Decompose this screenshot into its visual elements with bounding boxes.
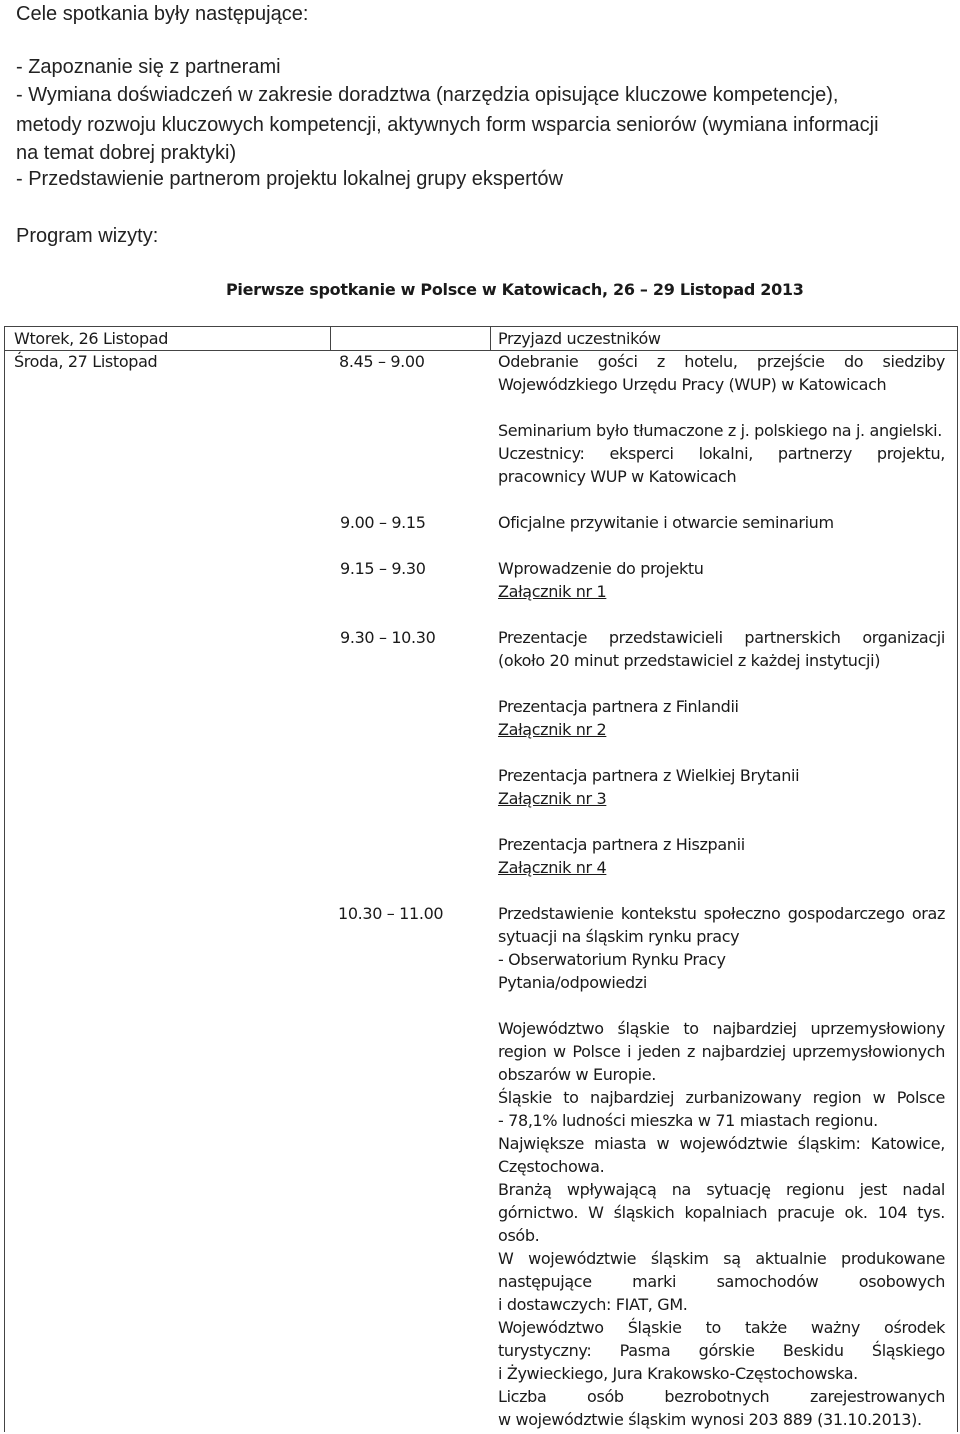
schedule-desc: Prezentacja partnera z Hiszpanii Załącznik nr 4 xyxy=(498,833,945,879)
section-title: Pierwsze spotkanie w Polsce w Katowicach, 26 – 29 Listopad 2013 xyxy=(226,280,804,299)
schedule-desc: Prezentacja partnera z Finlandii Załącznik nr 2 xyxy=(498,695,945,741)
goal-line: - Przedstawienie partnerom projektu lokalnej grupy ekspertów xyxy=(16,168,563,190)
time-slot: 9.15 – 9.30 xyxy=(340,559,426,578)
arrival-desc: Przyjazd uczestników xyxy=(498,329,661,348)
goal-line: metody rozwoju kluczowych kompetencji, aktywnych form wsparcia seniorów (wymiana informacji xyxy=(16,114,879,136)
schedule-desc: Oficjalne przywitanie i otwarcie seminarium xyxy=(498,513,834,532)
goal-line: - Zapoznanie się z partnerami xyxy=(16,56,281,78)
time-slot: 10.30 – 11.00 xyxy=(338,904,444,923)
schedule-note: Seminarium było tłumaczone z j. polskiego na j. angielski. Uczestnicy: eksperci lokalni, partnerzy projektu, pracownicy WUP w Katowicach xyxy=(498,421,945,486)
day-tuesday: Wtorek, 26 Listopad xyxy=(14,329,169,348)
attachment-link[interactable]: Załącznik nr 2 xyxy=(498,720,607,739)
schedule-desc: Prezentacja partnera z Wielkiej Brytanii Załącznik nr 3 xyxy=(498,764,945,810)
column-divider xyxy=(330,326,331,351)
attachment-link[interactable]: Załącznik nr 4 xyxy=(498,858,607,877)
attachment-link[interactable]: Załącznik nr 3 xyxy=(498,789,607,808)
column-divider xyxy=(490,326,491,351)
program-label: Program wizyty: xyxy=(16,225,159,247)
schedule-desc: Odebranie gości z hotelu, przejście do siedziby Wojewódzkiego Urzędu Pracy (WUP) w Katowicach xyxy=(498,352,945,394)
attachment-link[interactable]: Załącznik nr 1 xyxy=(498,582,607,601)
page-heading: Cele spotkania były następujące: xyxy=(16,3,309,25)
goal-line: - Wymiana doświadczeń w zakresie doradztwa (narzędzia opisujące kluczowe kompetencje), xyxy=(16,84,839,106)
time-slot: 9.00 – 9.15 xyxy=(340,513,426,532)
schedule-desc: Wprowadzenie do projektu Załącznik nr 1 xyxy=(498,557,945,603)
schedule-desc: Prezentacje przedstawicieli partnerskich organizacji (około 20 minut przedstawiciel z każdej instytucji) xyxy=(498,628,945,670)
day-wednesday: Środa, 27 Listopad xyxy=(14,352,158,371)
time-slot: 8.45 – 9.00 xyxy=(339,352,425,371)
goal-line: na temat dobrej praktyki) xyxy=(16,142,237,164)
time-slot: 9.30 – 10.30 xyxy=(340,628,436,647)
schedule-desc: Przedstawienie kontekstu społeczno gospodarczego oraz sytuacji na śląskim rynku pracy - Obserwatorium Rynku Pracy Pytania/odpowiedzi xyxy=(498,904,945,992)
region-info: Województwo śląskie to najbardziej uprzemysłowiony region w Polsce i jeden z najbardziej uprzemysłowionych obszarów w Europie. Śląskie to najbardziej zurbanizowany region w Polsce - 78,1% ludności mieszka w 71 miastach regionu. Największe miasta w województwie śląskim: Katowice, Częstochowa. Branżą wpływającą na sytuację regionu jest nadal górnictwo. W śląskich kopalniach pracuje ok. 104 tys. osób. W województwie śląskim są aktualnie produkowane następujące marki samochodów osobowych i dostawczych: FIAT, GM. Województwo Śląskie to także ważny ośrodek turystyczny: Pasma górskie Beskidu Śląskiego i Żywieckiego, Jura Krakowsko-Częstochowska. Liczba osób bezrobotnych zarejestrowanych w województwie śląskim wynosi 203 889 (31.10.2013). xyxy=(498,1019,945,1429)
